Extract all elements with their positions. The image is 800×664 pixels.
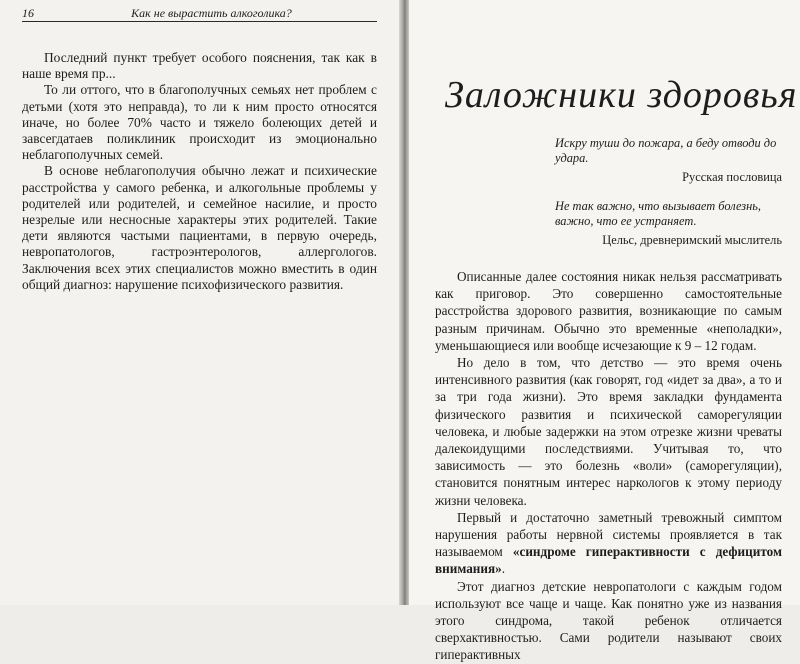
paragraph [435,509,782,578]
epigraph-quote: Не так важно, что вызывает болезнь, важно, что ее устраняет. [555,199,762,228]
book-gutter [399,0,409,605]
right-body-text [435,268,782,664]
paragraph: Но дело в том, что детство — это время очень интенсивного развития (как говорят, год «идет за два», а то и за три года жизни). Это время закладки фундамента физического развития и психической саморегуляции человека, и любые задержки на этом отрезке жизни чреваты далекоидущими последствиями. Учитывая то, что зависимость — это болезнь «воли» (саморегуляции), становится понятным интерес наркологов к этому периоду жизни человека. [435,355,782,508]
right-page [409,0,800,663]
epigraph-source: Русская пословица [682,170,782,184]
paragraph-text: . [501,561,506,577]
paragraph: То ли оттого, что в благополучных семьях нет проблем с детьми (хотя это неправда), то ли к ним просто относятся иначе, но более 70% часто и тяжело болеющих детей и завсегдатаев поликлиник происходит из эмоционально неблагополучных семей. [22,82,377,163]
running-title: Как не вырастить алкоголика? [131,6,292,20]
syndrome-term: «синдроме гиперактивности с дефицитом внимания» [435,544,782,577]
epigraph [555,199,782,248]
page-number: 16 [22,6,34,20]
epigraph [555,136,782,185]
paragraph: Описанные далее состояния никак нельзя рассматривать как приговор. Это совершенно самостоятельные расстройства здорового развития, возникающие по самым разным причинам. Обычно это временные «неполадки», уменьшающиеся или вообще исчезающие к 9 – 12 годам. [435,269,782,353]
paragraph: Последний пункт требует особого пояснения, так как в наше время пр... [22,50,377,82]
paragraph-text: Первый и достаточно заметный тревожный симптом нарушения работы нервной системы проявляется в так называемом [435,509,782,560]
chapter-title: Заложники здоровья [445,74,798,116]
left-body-text [22,50,377,293]
paragraph: Этот диагноз детские невропатологи с каждым годом используют все чаще и чаще. Как понятно уже из названия этого синдрома, такой ребенок отличается сверхактивностью. Сами родители называют своих гиперактивных [435,578,782,663]
left-page [0,0,399,605]
paragraph: В основе неблагополучия обычно лежат и психические расстройства у самого ребенка, и алкогольные проблемы у родителей или родителей, и семейное насилие, и просто незрелые или несносные характеры этих родителей. Такие дети являются частыми пациентами, в первую очередь, невропатологов, гастроэнтерологов, аллергологов. Заключения всех этих специалистов можно вместить в один общий диагноз: нарушение психофизического развития. [22,163,377,292]
epigraph-source: Цельс, древнеримский мыслитель [602,233,782,247]
running-head [22,6,377,22]
epigraph-quote: Искру туши до пожара, а беду отводи до удара. [555,136,777,165]
